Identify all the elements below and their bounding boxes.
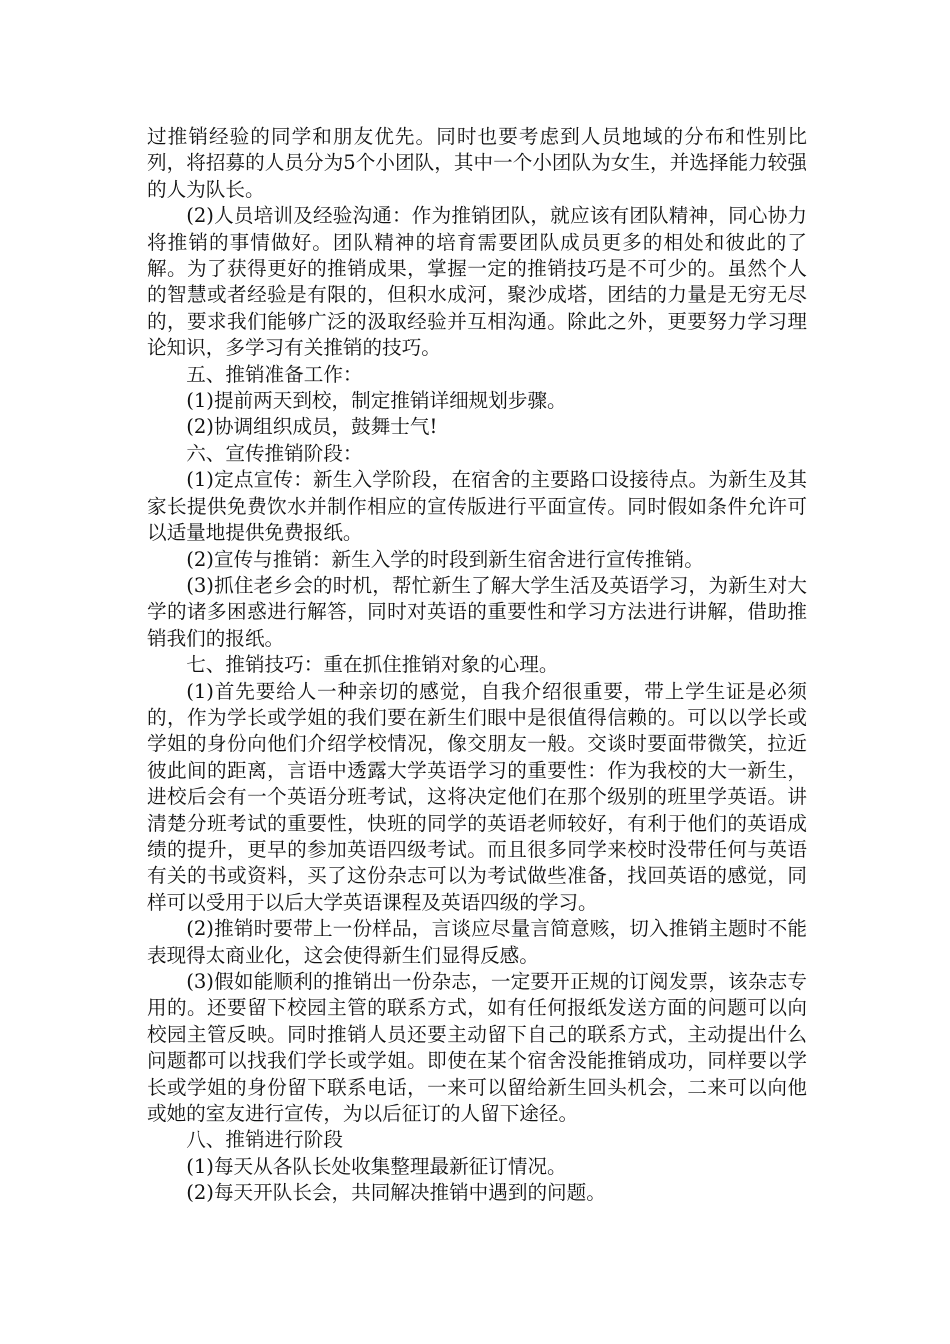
- list-item-execution-1: (1)每天从各队长处收集整理最新征订情况。: [186, 1154, 567, 1178]
- list-item-technique-3: (3)假如能顺利的推销出一份杂志，一定要开正规的订阅发票，该杂志专用的。还要留下校园主管的联系方式，如有任何报纸发送方面的问题可以向校园主管反映。同时推销人员还要主动留下自己的联系方式，主动提出什么问题都可以找我们学长或学姐。即使在某个宿舍没能推销成功，同样要以学长或学姐的身份留下联系电话，一来可以留给新生回头机会，二来可以向他或她的室友进行宣传，为以后征订的人留下途径。: [147, 970, 807, 1126]
- list-item-promotion-3: (3)抓住老乡会的时机，帮忙新生了解大学生活及英语学习，为新生对大学的诸多困惑进行解答，同时对英语的重要性和学习方法进行讲解，借助推销我们的报纸。: [147, 573, 807, 650]
- section-heading-preparation: 五、推销准备工作：: [186, 362, 363, 386]
- section-heading-execution: 八、推销进行阶段: [186, 1128, 343, 1152]
- list-item-prep-2: (2)协调组织成员，鼓舞士气!: [186, 415, 438, 439]
- section-heading-techniques: 七、推销技巧：重在抓住推销对象的心理。: [186, 653, 559, 677]
- list-item-technique-1: (1)首先要给人一种亲切的感觉，自我介绍很重要，带上学生证是必须的，作为学长或学姐的我们要在新生们眼中是很值得信赖的。可以以学长或学姐的身份向他们介绍学校情况，像交朋友一般。交谈时要面带微笑，拉近彼此间的距离，言语中透露大学英语学习的重要性：作为我校的大一新生，进校后会有一个英语分班考试，这将决定他们在那个级别的班里学英语。讲清楚分班考试的重要性，快班的同学的英语老师较好，有利于他们的英语成绩的提升，更早的参加英语四级考试。而且很多同学来校时没带任何与英语有关的书或资料，买了这份杂志可以为考试做些准备，找回英语的感觉，同样可以受用于以后大学英语课程及英语四级的学习。: [147, 679, 807, 914]
- paragraph-staff-training: (2)人员培训及经验沟通：作为推销团队，就应该有团队精神，同心协力将推销的事情做好。团队精神的培育需要团队成员更多的相处和彼此的了解。为了获得更好的推销成果，掌握一定的推销技巧是不可少的。虽然个人的智慧或者经验是有限的，但积水成河，聚沙成塔，团结的力量是无穷无尽的，要求我们能够广泛的汲取经验并互相沟通。除此之外，更要努力学习理论知识，多学习有关推销的技巧。: [147, 204, 807, 360]
- section-heading-promotion: 六、宣传推销阶段：: [186, 441, 363, 465]
- list-item-technique-2: (2)推销时要带上一份样品，言谈应尽量言简意赅，切入推销主题时不能表现得太商业化，这会使得新生们显得反感。: [147, 917, 807, 967]
- list-item-promotion-1: (1)定点宣传：新生入学阶段，在宿舍的主要路口设接待点。为新生及其家长提供免费饮水并制作相应的宣传版进行平面宣传。同时假如条件允许可以适量地提供免费报纸。: [147, 468, 807, 545]
- document-body: [147, 124, 807, 1207]
- list-item-prep-1: (1)提前两天到校，制定推销详细规划步骤。: [186, 389, 567, 413]
- paragraph-continuation: 过推销经验的同学和朋友优先。同时也要考虑到人员地域的分布和性别比列，将招募的人员分为5个小团队，其中一个小团队为女生，并选择能力较强的人为队长。: [147, 125, 807, 201]
- list-item-execution-2: (2)每天开队长会，共同解决推销中遇到的问题。: [186, 1181, 606, 1205]
- list-item-promotion-2: (2)宣传与推销：新生入学的时段到新生宿舍进行宣传推销。: [186, 547, 704, 571]
